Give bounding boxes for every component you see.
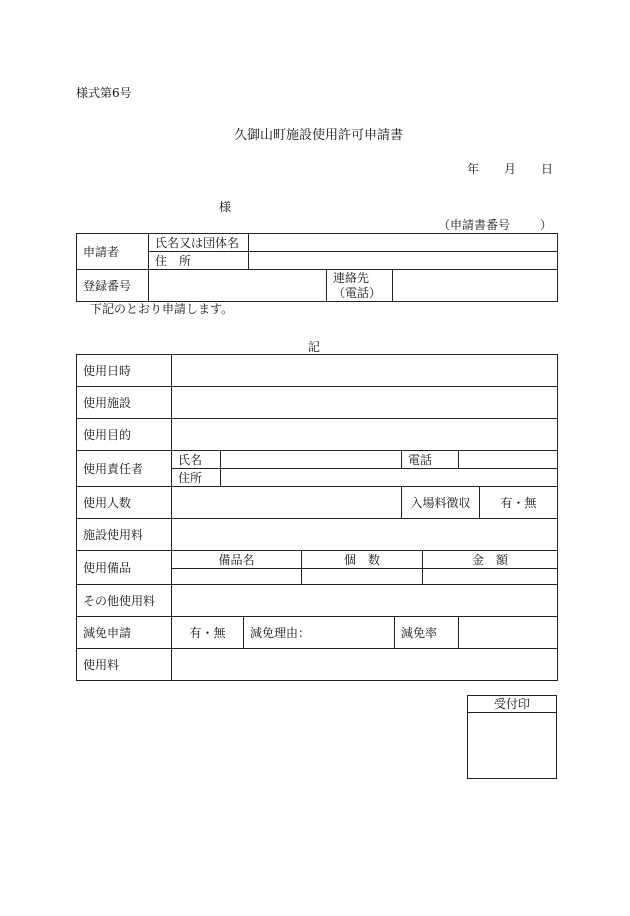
- contact-field[interactable]: [393, 270, 558, 302]
- contact-label-text: 連絡先: [333, 270, 370, 285]
- usage-fee-label: 使用料: [77, 649, 172, 681]
- attendance-field[interactable]: [172, 487, 402, 519]
- applicant-name-label: 氏名又は団体名: [149, 234, 249, 252]
- use-purpose-label: 使用目的: [77, 419, 172, 451]
- intro-text: 下記のとおり申請します。: [90, 302, 234, 316]
- resp-name-field[interactable]: [221, 451, 402, 469]
- equip-count-header: 個 数: [302, 551, 423, 569]
- exemption-rate-label: 減免率: [395, 617, 459, 649]
- equip-name-header: 備品名: [172, 551, 302, 569]
- ki-heading: 記: [308, 340, 321, 354]
- registration-field[interactable]: [149, 270, 327, 302]
- application-number-label: （申請書番号: [438, 218, 511, 232]
- resp-phone-field[interactable]: [459, 451, 558, 469]
- exemption-yes-no[interactable]: 有・無: [172, 617, 244, 649]
- admission-fee-label: 入場料徴収: [402, 487, 480, 519]
- usage-table: [76, 354, 558, 681]
- resp-name-label: 氏名: [172, 451, 221, 469]
- contact-phone-label: （電話）: [333, 285, 382, 300]
- application-number-close: ）: [540, 218, 553, 232]
- attendance-label: 使用人数: [77, 487, 172, 519]
- exemption-rate-field[interactable]: [459, 617, 558, 649]
- other-fee-field[interactable]: [172, 585, 558, 617]
- equip-count-field[interactable]: [302, 569, 423, 585]
- reception-stamp-box: [467, 695, 557, 779]
- facility-fee-field[interactable]: [172, 519, 558, 551]
- registration-label: 登録番号: [77, 270, 149, 302]
- applicant-address-label: 住 所: [149, 252, 249, 270]
- reception-stamp-label: 受付印: [468, 696, 556, 713]
- resp-address-label: 住所: [172, 469, 221, 487]
- use-purpose-field[interactable]: [172, 419, 558, 451]
- usage-fee-field[interactable]: [172, 649, 558, 681]
- exemption-label: 減免申請: [77, 617, 172, 649]
- equip-amount-header: 金 額: [423, 551, 558, 569]
- admission-yes-no[interactable]: 有・無: [480, 487, 558, 519]
- exemption-reason-label: 減免理由：: [244, 617, 395, 649]
- equip-name-field[interactable]: [172, 569, 302, 585]
- contact-label: [327, 270, 393, 302]
- facility-fee-label: 施設使用料: [77, 519, 172, 551]
- responsible-label: 使用責任者: [77, 451, 172, 487]
- applicant-name-field[interactable]: [249, 234, 558, 252]
- addressee-suffix: 様: [219, 200, 232, 214]
- applicant-address-field[interactable]: [249, 252, 558, 270]
- page-title: 久御山町施設使用許可申請書: [234, 128, 404, 143]
- equipment-label: 使用備品: [77, 551, 172, 585]
- other-fee-label: その他使用料: [77, 585, 172, 617]
- use-facility-field[interactable]: [172, 387, 558, 419]
- form-number: 様式第6号: [76, 86, 132, 100]
- date-month-label: 月: [504, 162, 517, 176]
- applicant-table: [76, 233, 558, 302]
- use-datetime-label: 使用日時: [77, 355, 172, 387]
- equip-amount-field[interactable]: [423, 569, 558, 585]
- date-day-label: 日: [541, 162, 554, 176]
- resp-phone-label: 電話: [402, 451, 459, 469]
- resp-address-field[interactable]: [221, 469, 558, 487]
- date-year-label: 年: [467, 162, 480, 176]
- use-facility-label: 使用施設: [77, 387, 172, 419]
- applicant-label: 申請者: [77, 234, 149, 270]
- use-datetime-field[interactable]: [172, 355, 558, 387]
